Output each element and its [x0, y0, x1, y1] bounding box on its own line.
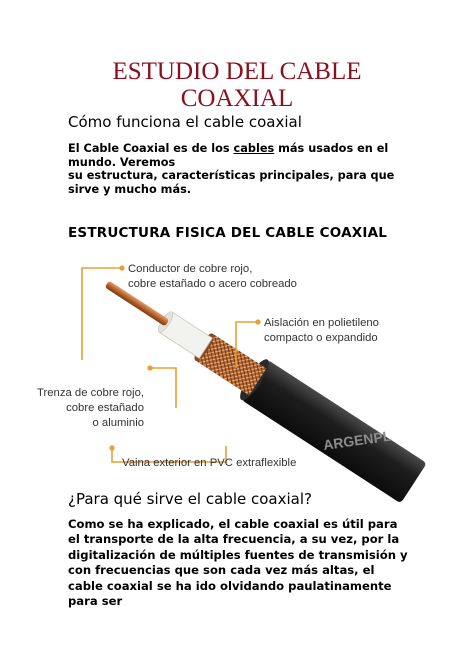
label-trenza-line1: Trenza de cobre rojo, [37, 387, 144, 399]
label-conductor-line2: cobre estañado o acero cobreado [128, 278, 297, 290]
label-conductor-line1: Conductor de cobre rojo, [128, 263, 253, 275]
intro-text-start: El Cable Coaxial es de los [68, 142, 234, 155]
section-heading-structure: ESTRUCTURA FISICA DEL CABLE COAXIAL [68, 225, 388, 241]
jacket-print: ARGENPL [322, 427, 393, 453]
intro-text-end: su estructura, características principales, para que sirve y mucho más. [68, 169, 395, 197]
label-trenza-line3: o aluminio [92, 417, 144, 429]
callout-dot [147, 365, 152, 370]
coaxial-cable-diagram [37, 250, 414, 480]
label-trenza-line2: cobre estañado [66, 402, 144, 414]
callout-dot [109, 445, 114, 450]
document-title-line1: ESTUDIO DEL CABLE [112, 58, 362, 85]
cables-link[interactable]: cables [233, 142, 275, 155]
label-aislacion-line2: compacto o expandido [264, 332, 378, 344]
callout-dot [119, 265, 124, 270]
intro-text-middle: más usados en el mundo. Veremos [68, 142, 389, 169]
callout-dot [255, 319, 260, 324]
intro-paragraph [68, 142, 408, 197]
label-vaina: Vaina exterior en PVC extraflexible [122, 457, 297, 469]
jacket [241, 360, 426, 504]
label-aislacion-line1: Aislación en polietileno [264, 317, 379, 329]
section-heading-how-it-works: Cómo funciona el cable coaxial [68, 113, 302, 131]
document-title-line2: COAXIAL [180, 85, 294, 112]
purpose-paragraph: Como se ha explicado, el cable coaxial es útil para el transporte de la alta frecuencia, a su vez, por la digitalización de múltiples fuentes de transmisión y con frecuencias que son cada vez más altas, el cable coaxial se ha ido olvidando paulatinamente para ser [68, 517, 408, 609]
section-heading-purpose: ¿Para qué sirve el cable coaxial? [68, 490, 312, 508]
